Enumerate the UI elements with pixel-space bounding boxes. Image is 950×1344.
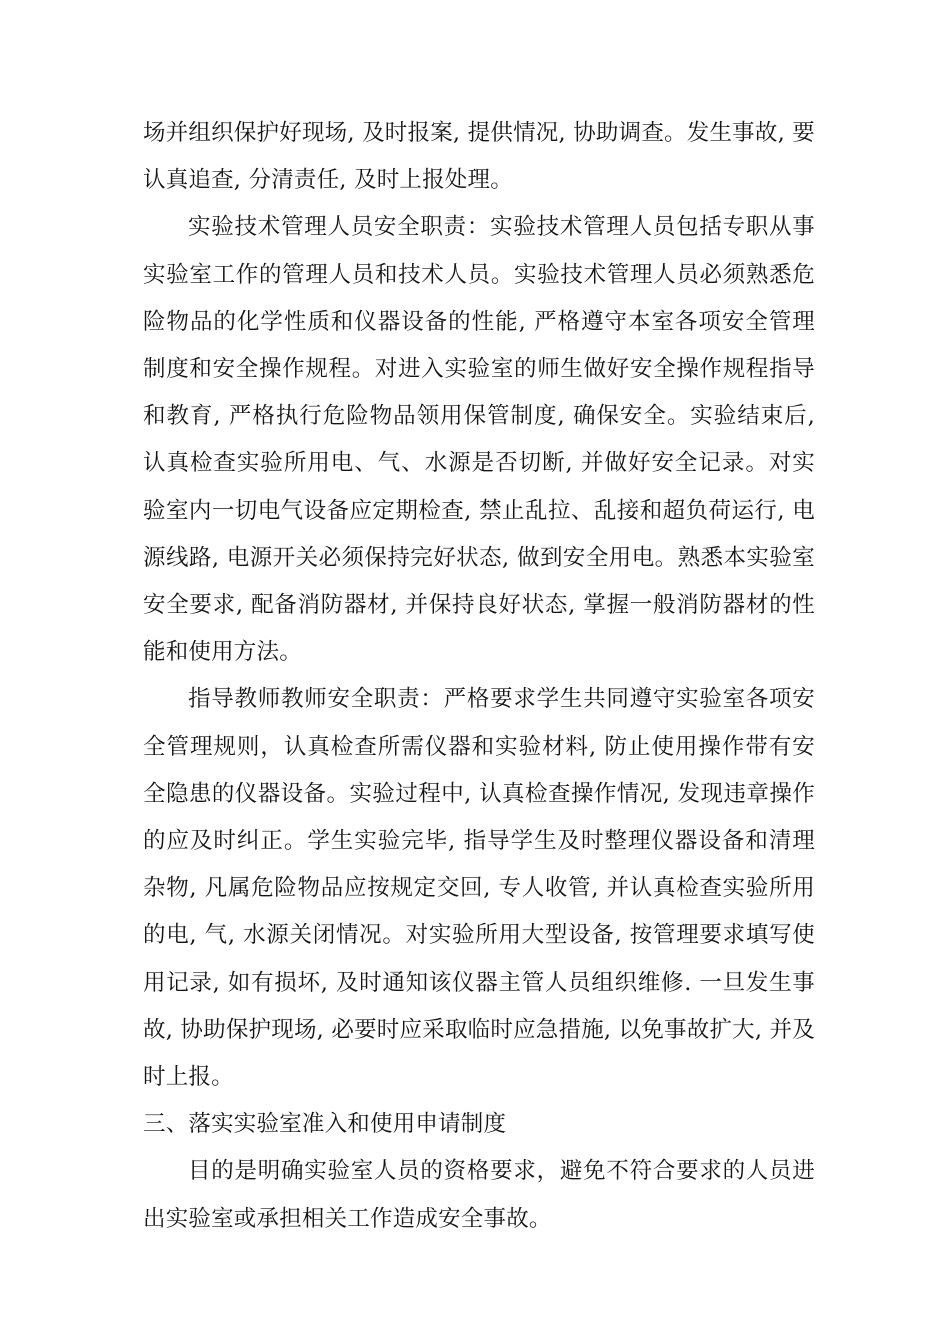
document-body xyxy=(143,110,815,1243)
paragraph-instructor-duties: 指导教师教师安全职责：严格要求学生共同遵守实验室各项安全管理规则，认真检查所需仪器和实验材料, 防止使用操作带有安全隐患的仪器设备。实验过程中, 认真检查操作情况, 发现违章操作的应及时纠正。学生实验完毕, 指导学生及时整理仪器设备和清理杂物, 凡属危险物品应按规定交回, 专人收管, 并认真检查实验所用的电, 气, 水源关闭情况。对实验所用大型设备, 按管理要求填写使用记录, 如有损坏, 及时通知该仪器主管人员组织维修. 一旦发生事故, 协助保护现场, 必要时应采取临时应急措施, 以免事故扩大, 并及时上报。 xyxy=(143,686,815,1091)
paragraph-continuation: 场并组织保护好现场, 及时报案, 提供情况, 协助调查。发生事故, 要认真追查, 分清责任, 及时上报处理。 xyxy=(143,120,815,194)
paragraph-section-purpose: 目的是明确实验室人员的资格要求，避免不符合要求的人员进出实验室或承担相关工作造成安全事故。 xyxy=(143,1158,815,1232)
section-heading: 三、落实实验室准入和使用申请制度 xyxy=(143,1111,507,1138)
paragraph-technical-staff-duties: 实验技术管理人员安全职责：实验技术管理人员包括专职从事实验室工作的管理人员和技术人员。实验技术管理人员必须熟悉危险物品的化学性质和仪器设备的性能, 严格遵守本室各项安全管理制度和安全操作规程。对进入实验室的师生做好安全操作规程指导和教育, 严格执行危险物品领用保管制度, 确保安全。实验结束后, 认真检查实验所用电、气、水源是否切断, 并做好安全记录。对实验室内一切电气设备应定期检查, 禁止乱拉、乱接和超负荷运行, 电源线路, 电源开关必须保持完好状态, 做到安全用电。熟悉本实验室安全要求, 配备消防器材, 并保持良好状态, 掌握一般消防器材的性能和使用方法。 xyxy=(143,214,815,666)
